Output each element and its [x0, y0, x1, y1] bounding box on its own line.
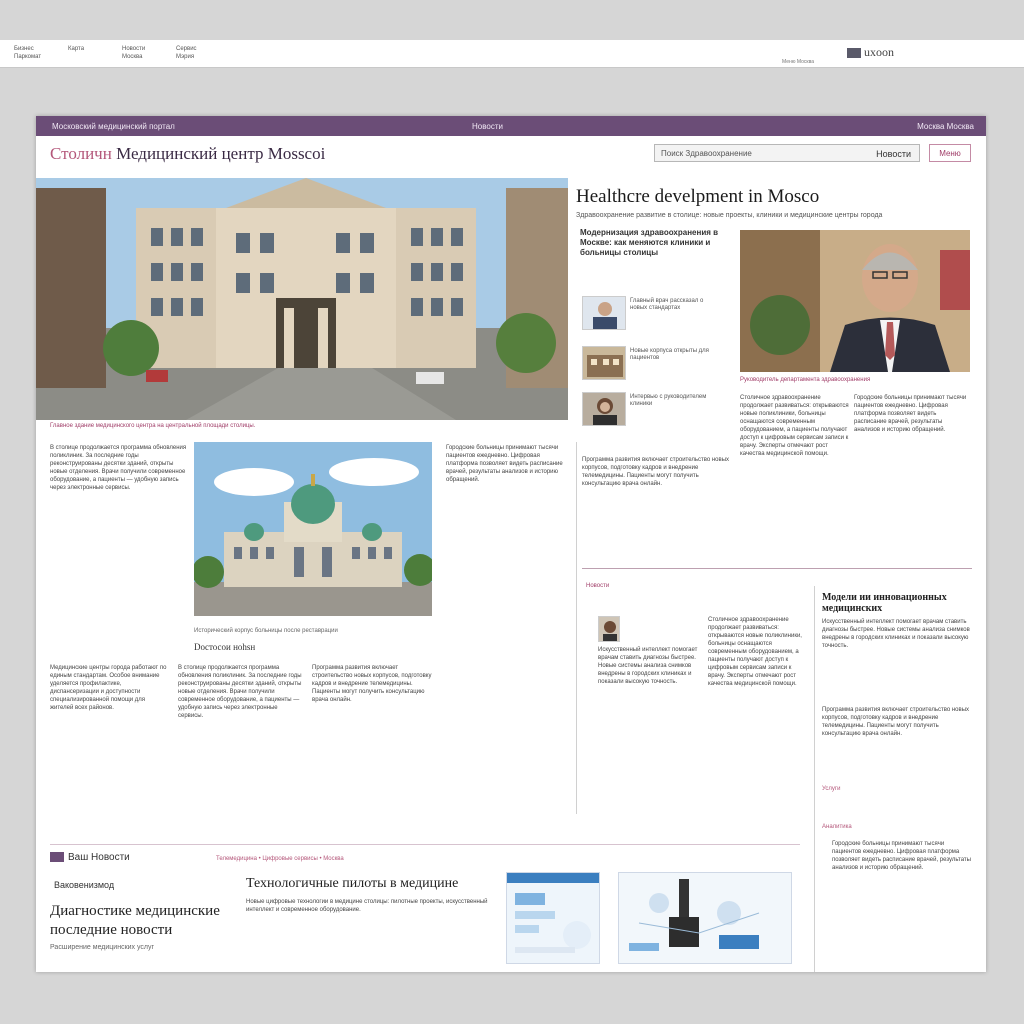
building-photo-icon [583, 347, 626, 380]
section-divider [582, 568, 972, 569]
author-avatar[interactable] [598, 616, 620, 642]
thumbnail-building[interactable] [582, 346, 626, 380]
article-lead: Модернизация здравоохранения в Москве: как меняются клиники и больницы столицы [580, 228, 719, 257]
historic-building-photo[interactable] [194, 442, 432, 616]
browser-toolbar [0, 40, 1024, 68]
portal-name[interactable]: Московский медицинский портал [52, 122, 175, 131]
hero-image[interactable] [36, 178, 568, 420]
left-column-text: В столице продолжается программа обновления поликлиник. За последние годы реконструированы десятки зданий, открыты новые отделения. Врачи получили современное оборудование, а пациенты — удобную запись через электронные сервисы. [50, 445, 187, 491]
column-divider [576, 442, 577, 814]
brand-logo-icon [847, 48, 861, 58]
bottom-small-head: Ваковенизмод [54, 880, 115, 890]
infographic-card-2[interactable] [618, 872, 792, 964]
official-portrait-photo[interactable] [740, 230, 970, 372]
site-brand[interactable] [847, 45, 894, 60]
sidebar-divider [814, 586, 815, 972]
search-filter[interactable]: Новости [876, 149, 911, 159]
search-input[interactable] [654, 144, 920, 162]
section-badge-icon [50, 852, 64, 862]
avatar-icon [599, 617, 620, 642]
person-photo-icon [583, 393, 626, 426]
thumbnail-caption: Новые корпуса открыты для пациентов [630, 348, 709, 361]
infographic-card-1[interactable] [506, 872, 600, 964]
lower-mid-text: В столице продолжается программа обновления поликлиник. За последние годы реконструированы десятки зданий, открыты новые отделения. Врачи получили современное оборудование, а пациенты — удобную запись через электронные сервисы. [178, 665, 302, 719]
masthead-accent: Столичн [50, 144, 112, 163]
lower-left-text: Медицинские центры города работают по единым стандартам. Особое внимание уделяется профилактике, диспансеризации и доступности специализированной помощи для жителей всех районов. [50, 665, 167, 711]
brand-label: uxoon [864, 45, 894, 59]
masthead-rest: Медицинский центр Mosscoi [111, 144, 326, 163]
side-tag[interactable]: Новости [586, 583, 610, 589]
sidebar-bullets: Городские больницы принимают тысячи пациентов ежедневно. Цифровая платформа позволяет видеть расписание врачей, результаты анализов и историю обращений. [832, 841, 971, 871]
bottom-left-headline[interactable]: Диагностике медицинские последние новости [50, 903, 220, 938]
portrait-illustration [740, 230, 970, 372]
portrait-caption: Руководитель департамента здравоохранения [740, 377, 871, 383]
lower-mid2-text: Программа развития включает строительство новых корпусов, подготовку кадров и внедрение телемедицины. Пациенты могут получить консультацию врача онлайн. [312, 665, 432, 703]
sidebar-tag[interactable]: Аналитика [822, 824, 852, 830]
site-header-bar [36, 116, 986, 136]
bottom-mid-text: Новые цифровые технологии в медицине столицы: пилотные проекты, искусственный интеллект и современное оборудование. [246, 899, 488, 913]
news-page [36, 116, 986, 972]
hero-caption: Главное здание медицинского центра на центральной площади столицы. [50, 423, 256, 429]
bottom-badge-label: Ваш Новости [68, 852, 130, 863]
menu-button[interactable]: Меню [929, 144, 971, 162]
article-subhead: Здравоохранение развитие в столице: новые проекты, клиники и медицинские центры города [576, 212, 883, 219]
masthead-title [50, 144, 325, 164]
person-photo-icon [583, 297, 626, 330]
thumbnail-doctor[interactable] [582, 296, 626, 330]
bottom-pink-line: Телемедицина • Цифровые сервисы • Москва [216, 856, 344, 862]
top-nav-item[interactable]: Новости Москва [122, 46, 146, 60]
thumbnail-caption: Главный врач рассказал о новых стандартах [630, 298, 704, 311]
sidebar-tag[interactable]: Услуги [822, 786, 841, 792]
chart-graphic-icon [507, 873, 600, 964]
article-body-col2: Городские больницы принимают тысячи пациентов ежедневно. Цифровая платформа позволяет видеть расписание врачей, результаты анализов и историю обращений. [854, 395, 967, 433]
top-nav [14, 45, 208, 61]
top-nav-item[interactable]: Бизнес Паркомат [14, 46, 42, 60]
article-headline[interactable]: Healthcre develpment in Mosco [576, 186, 820, 207]
side-column-text-2: Столичное здравоохранение продолжает развиваться: открываются новые поликлиники, больницы оснащаются современным оборудованием, а пациенты получают доступ к цифровым сервисам записи к врачу. Эксперты отмечают рост качества медицинской помощи. [708, 617, 802, 687]
article-body-col1: Столичное здравоохранение продолжает развиваться: открываются новые поликлиники, больницы оснащаются современным оборудованием, а пациенты получают доступ к цифровым сервисам записи к врачу. Эксперты отмечают рост качества медицинской помощи. [740, 395, 849, 457]
sidebar-text-2: Программа развития включает строительство новых корпусов, подготовку кадров и внедрение телемедицины. Пациенты могут получить консультацию врача онлайн. [822, 707, 970, 737]
bottom-section-badge[interactable] [50, 852, 130, 863]
search-placeholder: Поиск Здравоохранение [661, 149, 752, 158]
medical-device-graphic-icon [619, 873, 792, 964]
dome-caption: Исторический корпус больницы после реставрации [194, 628, 338, 634]
bottom-left-footer: Расширение медицинских услуг [50, 944, 155, 951]
thumbnail-caption: Интервью с руководителем клиники [630, 394, 707, 407]
brand-subtitle: Меню Москва [782, 59, 814, 65]
center-column-text: Городские больницы принимают тысячи пациентов ежедневно. Цифровая платформа позволяет видеть расписание врачей, результаты анализов и историю обращений. [446, 445, 563, 483]
dome-section-label[interactable]: Doстосои ноhsн [194, 642, 256, 652]
side-column-text: Искусственный интеллект помогает врачам ставить диагнозы быстрее. Новые системы анализа снимков внедрены в городских клиниках и показали высокую точность. [598, 647, 698, 685]
thumbnail-woman[interactable] [582, 392, 626, 426]
bottom-divider [50, 844, 800, 845]
article-body-col0: Программа развития включает строительство новых корпусов, подготовку кадров и внедрение телемедицины. Пациенты могут получить консультацию врача онлайн. [582, 457, 730, 487]
sidebar-headline[interactable]: Модели ии инновационных медицинских [822, 592, 947, 614]
hospital-building-illustration [36, 178, 568, 420]
top-nav-item[interactable]: Карта [68, 46, 85, 52]
domed-building-illustration [194, 442, 432, 616]
bottom-mid-headline[interactable]: Технологичные пилоты в медицине [246, 876, 459, 891]
top-nav-item[interactable]: Сервис Мэрия [176, 46, 197, 60]
section-news-link[interactable]: Новости [472, 122, 503, 131]
city-link[interactable]: Москва Москва [917, 122, 974, 131]
sidebar-text: Искусственный интеллект помогает врачам ставить диагнозы быстрее. Новые системы анализа снимков внедрены в городских клиниках и показали высокую точность. [822, 619, 970, 649]
